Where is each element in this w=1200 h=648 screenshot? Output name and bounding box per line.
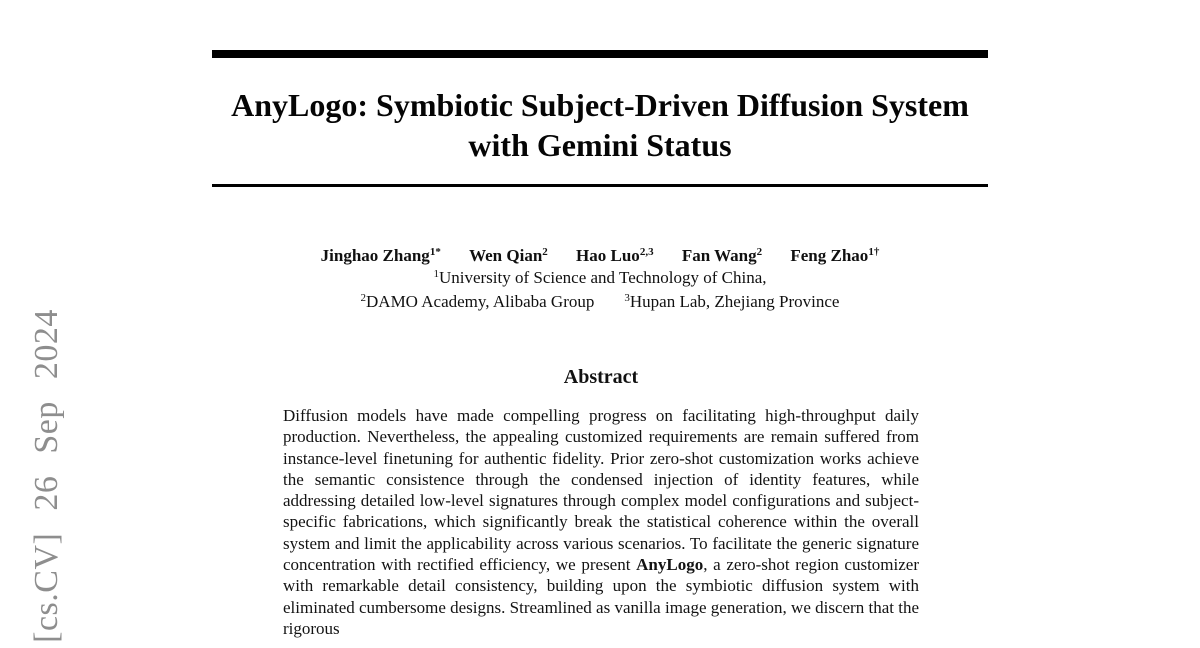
affiliation-text: University of Science and Technology of China, bbox=[438, 268, 767, 287]
paper-title bbox=[202, 85, 998, 165]
author-name: Wen Qian bbox=[469, 246, 543, 265]
abstract-body bbox=[283, 405, 919, 639]
affiliations bbox=[202, 264, 998, 312]
author-superscript: 2 bbox=[756, 246, 763, 258]
abstract-heading: Abstract bbox=[563, 366, 639, 388]
affiliation-line-1 bbox=[202, 264, 998, 288]
affiliation-text: Hupan Lab, Zhejiang Province bbox=[629, 292, 840, 311]
title-rule-top bbox=[212, 50, 988, 58]
author-superscript: 1† bbox=[868, 246, 880, 258]
author bbox=[682, 242, 762, 266]
abstract-bold-term: AnyLogo bbox=[636, 555, 704, 575]
affiliation bbox=[433, 264, 766, 288]
author-name: Hao Luo bbox=[576, 246, 640, 265]
affiliation-text: DAMO Academy, Alibaba Group bbox=[366, 292, 595, 311]
author-superscript: 2 bbox=[542, 246, 548, 258]
author-name: Fan Wang bbox=[681, 246, 757, 265]
author bbox=[790, 242, 879, 266]
author-superscript: 2,3 bbox=[639, 246, 654, 258]
author bbox=[576, 242, 654, 266]
affiliation bbox=[624, 288, 839, 312]
author-name: Feng Zhao bbox=[790, 246, 869, 265]
authors-row bbox=[202, 242, 998, 266]
affiliation-superscript: 2 bbox=[360, 292, 367, 304]
affiliation-line-2 bbox=[202, 288, 998, 312]
arxiv-watermark: [cs.CV] 26 Sep 2024 bbox=[28, 309, 65, 643]
affiliation-superscript: 3 bbox=[624, 292, 630, 304]
author-name: Jinghao Zhang bbox=[320, 246, 430, 265]
author bbox=[321, 242, 441, 266]
paper-title-line-1: AnyLogo: Symbiotic Subject-Driven Diffusion System bbox=[231, 87, 969, 123]
author-superscript: 1* bbox=[429, 246, 441, 258]
affiliation-superscript: 1 bbox=[433, 268, 439, 280]
title-rule-bottom bbox=[212, 184, 988, 187]
affiliation bbox=[361, 288, 595, 312]
paper-title-line-2: with Gemini Status bbox=[468, 127, 732, 163]
author bbox=[469, 242, 548, 266]
abstract-text-after: , a zero-shot region customizer with remarkable detail consistency, building upon the symbiotic diffusion system with eliminated cumbersome designs. Streamlined as vanilla image generation, we discern that the rigorous bbox=[283, 555, 919, 638]
abstract-text-before: Diffusion models have made compelling progress on facilitating high-throughput daily production. Nevertheless, the appealing customized requirements are remain suffered from instance-level finetuning for authentic fidelity. Prior zero-shot customization works achieve the semantic consistence through the condensed injection of identity features, while addressing detailed low-level signatures through complex model configurations and subject-specific fabrications, which significantly break the statistical coherence within the overall system and limit the applicability across various scenarios. To facilitate the generic signature concentration with rectified efficiency, we present bbox=[283, 406, 919, 575]
